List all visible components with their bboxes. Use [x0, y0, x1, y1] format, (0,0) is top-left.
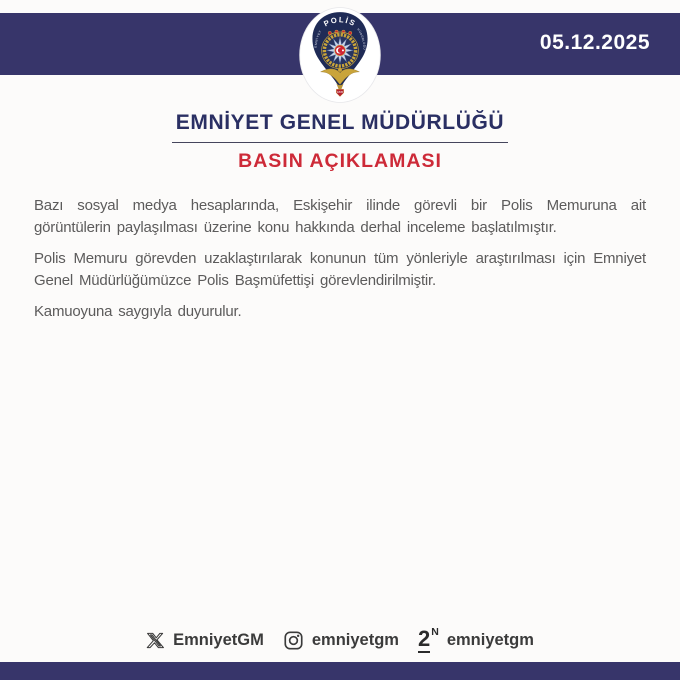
emblem-mudurlugu-text: MÜDÜRLÜĞÜ	[356, 27, 367, 50]
header-date: 05.12.2025	[539, 31, 650, 54]
social-links-row	[0, 626, 680, 654]
title-block	[0, 111, 680, 173]
police-emblem	[299, 7, 381, 103]
instagram-icon	[283, 630, 304, 651]
police-emblem-icon	[299, 7, 381, 103]
emblem-year-text: 1845	[336, 90, 344, 94]
social-link-instagram[interactable]	[283, 630, 399, 651]
x-icon	[146, 631, 165, 650]
footer-band	[0, 662, 680, 680]
emblem-polis-text: POLİS	[322, 15, 358, 29]
social-link-x[interactable]	[146, 631, 264, 650]
emblem-emniyet-text: EMNİYET	[313, 29, 323, 48]
page-title: EMNİYET GENEL MÜDÜRLÜĞÜ	[172, 111, 508, 143]
statement-closing: Kamuoyuna saygıyla duyurulur.	[34, 303, 242, 320]
social-handle: emniyetgm	[311, 630, 399, 649]
social-handle: EmniyetGM	[173, 630, 264, 649]
statement-paragraph: Bazı sosyal medya hesaplarında, Eskişehir ilinde görevli bir Polis Memuruna ait görüntülerin paylaşılması üzerine konu hakkında derhal inceleme başlatılmıştır.	[34, 197, 646, 236]
page-subtitle: BASIN AÇIKLAMASI	[238, 150, 442, 172]
2n-icon: $2^N$	[417, 625, 439, 651]
statement-paragraph: Polis Memuru görevden uzaklaştırılarak konunun tüm yönleriyle araştırılması için Emniyet Genel Müdürlüğümüzce Polis Başmüfettişi görevlendirilmiştir.	[34, 250, 646, 289]
social-handle: emniyetgm	[446, 630, 534, 649]
social-link-2n[interactable]	[417, 625, 534, 653]
statement-body	[34, 195, 646, 332]
